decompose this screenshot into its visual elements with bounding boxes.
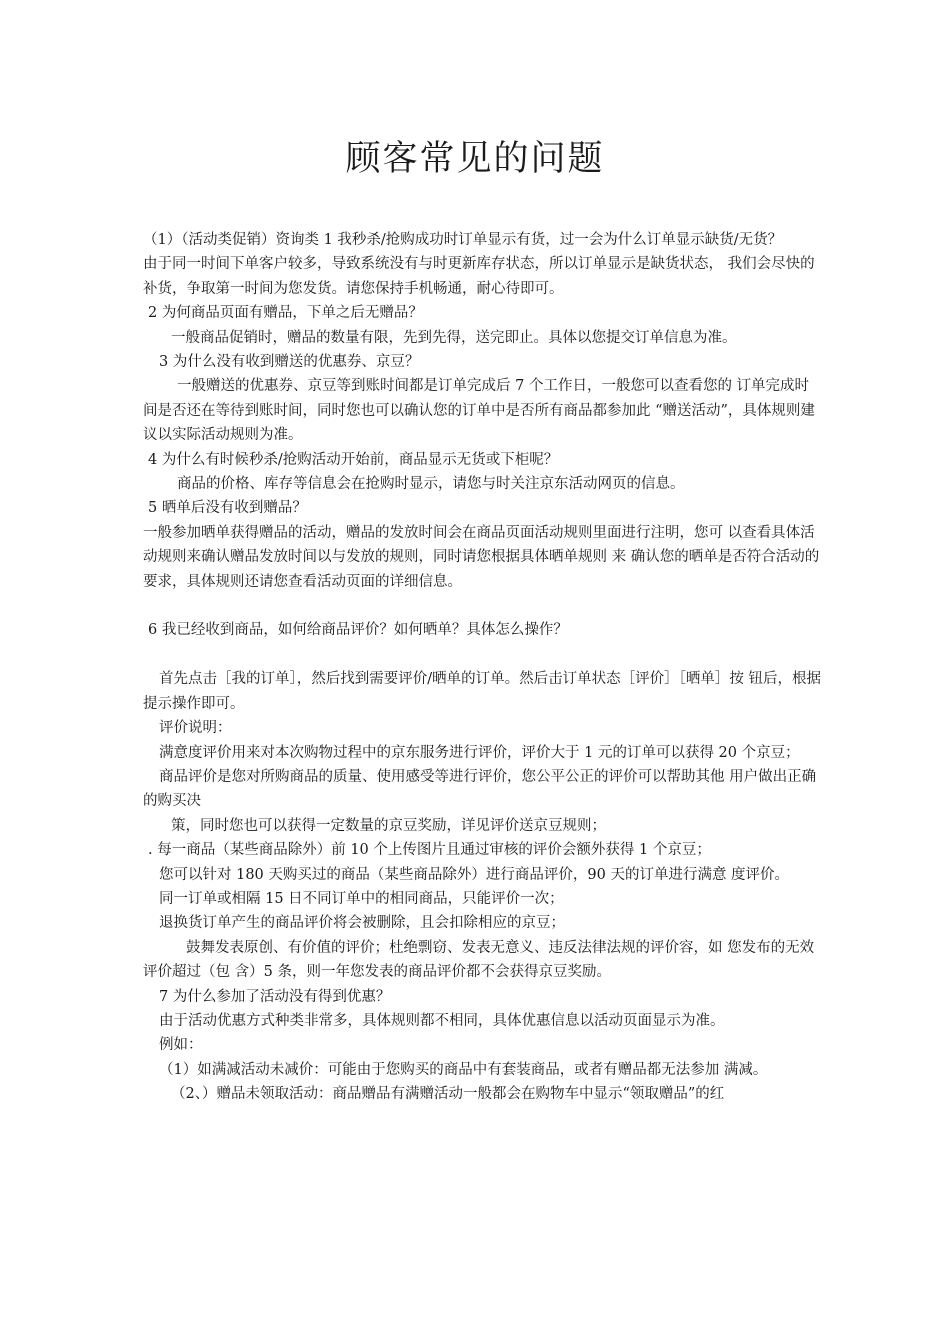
paragraph-example-1: （1）如满减活动未减价：可能由于您购买的商品中有套装商品，或者有赠品都无法参加 满减。 xyxy=(159,1061,768,1078)
paragraph-q2: 2 为何商品页面有赠品，下单之后无赠品？ xyxy=(148,305,423,322)
paragraph-review-rule-3: 同一订单或相隔 15 日不同订单中的相同商品，只能评价一次； xyxy=(159,890,564,907)
paragraph-a5: 一般参加晒单获得赠品的活动，赠品的发放时间会在商品页面活动规则里面进行注明，您可 以查看具体活动规则来确认赠品发放时间以与发放的规则，同时请您根据具体晒单规则 来 确认您的晒单是否符合活动的要求，具体规则还请您查看活动页面的详细信息。 xyxy=(143,524,820,590)
paragraph-a4: 商品的价格、库存等信息会在抢购时显示，请您与时关注京东活动网页的信息。 xyxy=(177,476,685,493)
paragraph-a2: 一般商品促销时，赠品的数量有限，先到先得，送完即止。具体以您提交订单信息为准。 xyxy=(171,329,737,346)
paragraph-review-heading: 评价说明： xyxy=(159,720,232,737)
paragraph-review-reward: 策，同时您也可以获得一定数量的京豆奖励，详见评价送京豆规则； xyxy=(171,817,606,834)
paragraph-review-satisfaction: 满意度评价用来对本次购物过程中的京东服务进行评价，评价大于 1 元的订单可以获得 20 个京豆； xyxy=(159,744,800,761)
paragraph-q7: 7 为什么参加了活动没有得到优惠？ xyxy=(159,988,391,1005)
document-body xyxy=(143,228,823,1107)
paragraph-q5: 5 晒单后没有收到赠品？ xyxy=(148,500,307,517)
paragraph-q4: 4 为什么有时候秒杀/抢购活动开始前，商品显示无货或下柜呢？ xyxy=(148,451,559,468)
paragraph-review-product: 商品评价是您对所购商品的质量、使用感受等进行评价，您公平公正的评价可以帮助其他 用户做出正确的购买决 xyxy=(143,768,817,810)
paragraph-a6: 首先点击［我的订单］，然后找到需要评价/晒单的订单。然后击订单状态［评价］［晒单］按 钮后，根据提示操作即可。 xyxy=(143,671,821,712)
blank-line xyxy=(143,594,823,618)
paragraph-example-2: （2、）赠品未领取活动：商品赠品有满赠活动一般都会在购物车中显示“领取赠品”的红 xyxy=(171,1086,725,1103)
paragraph-q3: 3 为什么没有收到赠送的优惠券、京豆？ xyxy=(159,354,420,371)
paragraph-example-heading: 例如： xyxy=(159,1037,203,1054)
document-title: 顾客常见的问题 xyxy=(345,139,605,179)
paragraph-review-rule-5: 鼓舞发表原创、有价值的评价；杜绝剽窃、发表无意义、违反法律法规的评价容，如 您发布的无效评价超过（包 含）5 条，则一年您发表的商品评价都不会获得京豆奖励。 xyxy=(143,939,815,981)
paragraph-review-rule-2: 您可以针对 180 天购买过的商品（某些商品除外）进行商品评价，90 天的订单进行满意 度评价。 xyxy=(159,866,790,883)
paragraph-review-rule-1: . 每一商品（某些商品除外）前 10 个上传图片且通过审核的评价会额外获得 1 个京豆； xyxy=(148,842,711,859)
paragraph-review-rule-4: 退换货订单产生的商品评价将会被删除，且会扣除相应的京豆； xyxy=(159,915,565,932)
paragraph-q1: （1）（活动类促销）资询类 1 我秒杀/抢购成功时订单显示有货，过一会为什么订单显示缺货/无货？ xyxy=(143,232,783,248)
paragraph-a7: 由于活动优惠方式种类非常多，具体规则都不相同，具体优惠信息以活动页面显示为准。 xyxy=(159,1012,725,1029)
paragraph-a3: 一般赠送的优惠券、京豆等到账时间都是订单完成后 7 个工作日，一般您可以查看您的 订单完成时间是否还在等待到账时间，同时您也可以确认您的订单中是否所有商品都参加此 “赠送活动”，具体规则建议以实际活动规则为准。 xyxy=(143,378,815,444)
paragraph-a1: 由于同一时间下单客户较多，导致系统没有与时更新库存状态，所以订单显示是缺货状态， 我们会尽快的补货，争取第一时间为您发货。请您保持手机畅通，耐心待即可。 xyxy=(143,256,815,297)
blank-line xyxy=(143,643,823,667)
paragraph-q6: 6 我已经收到商品，如何给商品评价？如何晒单？具体怎么操作？ xyxy=(148,622,568,639)
